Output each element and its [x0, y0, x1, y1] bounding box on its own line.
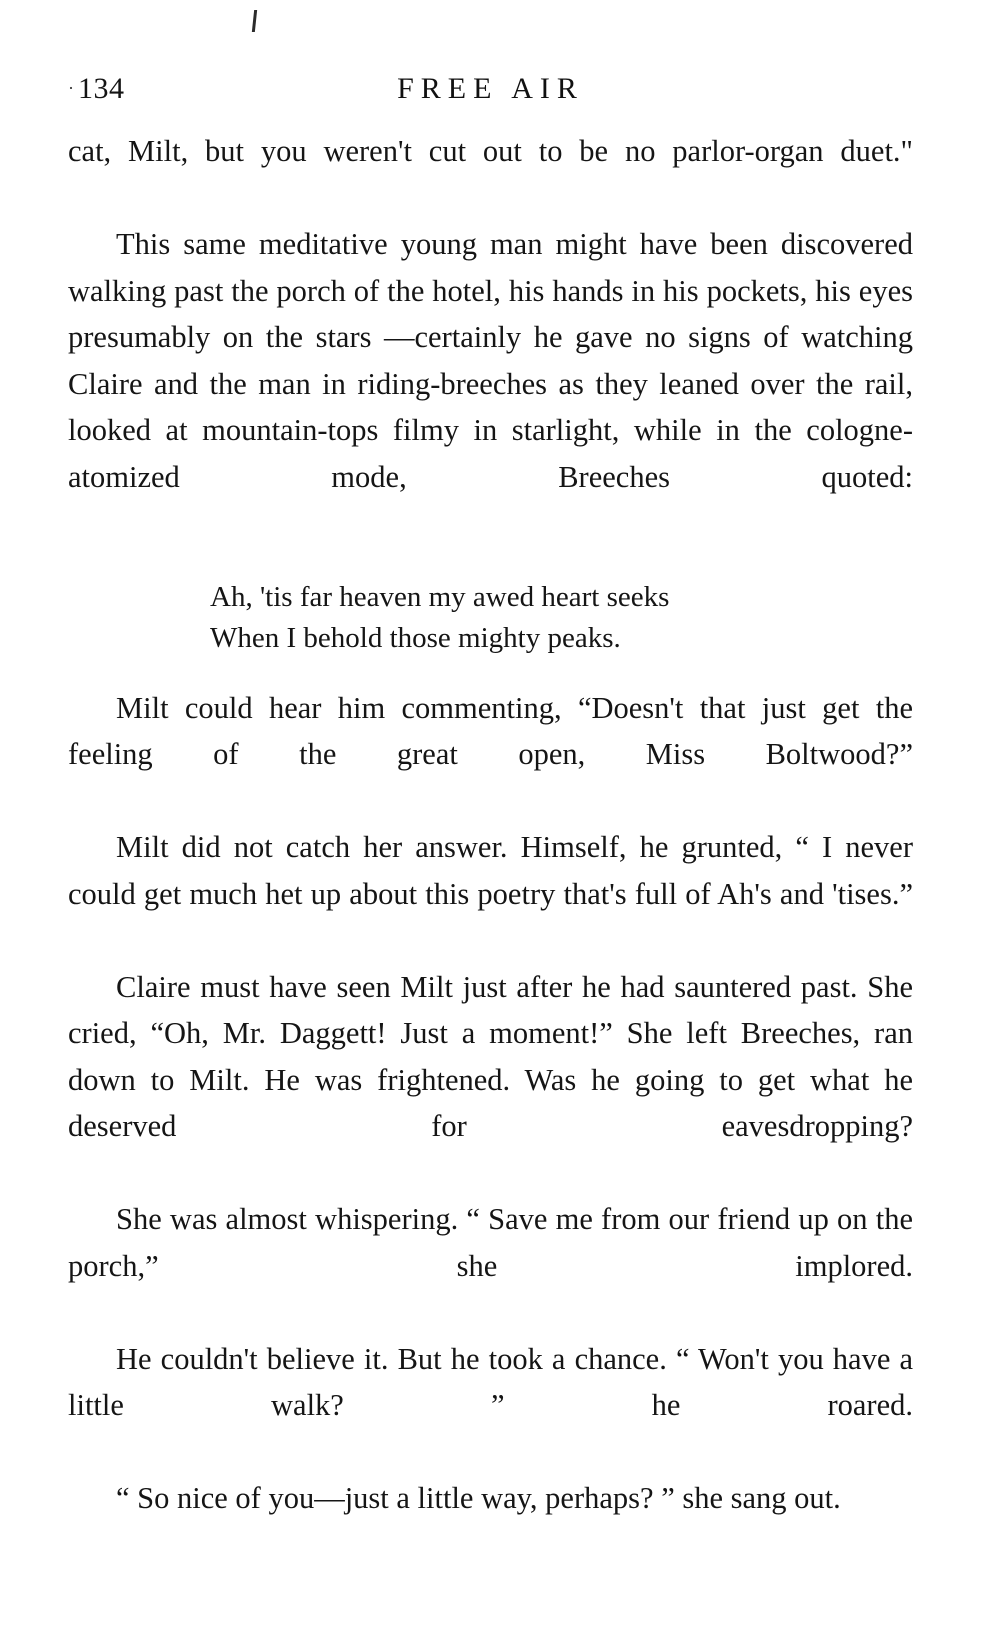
paragraph: Claire must have seen Milt just after he had sauntered past. She cried, “Oh, Mr. Daggett! Just a moment!” She left Breeches, ran down to Milt. He was frightened. Was he going to get what he deserved for eavesdropping?: [68, 969, 913, 1143]
running-head-title: FREE AIR: [397, 72, 584, 105]
page-header: [68, 72, 913, 112]
verse-line: When I behold those mighty peaks.: [210, 621, 621, 654]
page-number: 134: [78, 72, 125, 105]
paragraph: She was almost whispering. “ Save me from our friend up on the porch,” she implored.: [68, 1202, 913, 1283]
verse-block: [68, 577, 913, 659]
folio-leader-dot: ·: [68, 78, 74, 98]
paragraph: This same meditative young man might have been discovered walking past the porch of the hotel, his hands in his pockets, his eyes presumably on the stars —certainly he gave no signs of watching Claire and the man in riding-breeches as they leaned over the rail, looked at mountain-tops filmy in starlight, while in the cologne-atomized mode, Breeches quoted:: [68, 227, 913, 494]
verse-line: Ah, 'tis far heaven my awed heart seeks: [210, 580, 670, 613]
paragraph: “ So nice of you—just a little way, perhaps? ” she sang out.: [116, 1481, 841, 1515]
margin-tick-icon: [252, 10, 257, 32]
paragraph: Milt could hear him commenting, “Doesn't that just get the feeling of the great open, Miss Boltwood?”: [68, 690, 913, 771]
page-body: [68, 128, 913, 1522]
paragraph: cat, Milt, but you weren't cut out to be no parlor-organ duet.": [68, 134, 913, 168]
paragraph: He couldn't believe it. But he took a chance. “ Won't you have a little walk? ” he roared.: [68, 1341, 913, 1422]
paragraph: Milt did not catch her answer. Himself, he grunted, “ I never could get much het up about this poetry that's full of Ah's and 'tises.”: [68, 830, 913, 911]
